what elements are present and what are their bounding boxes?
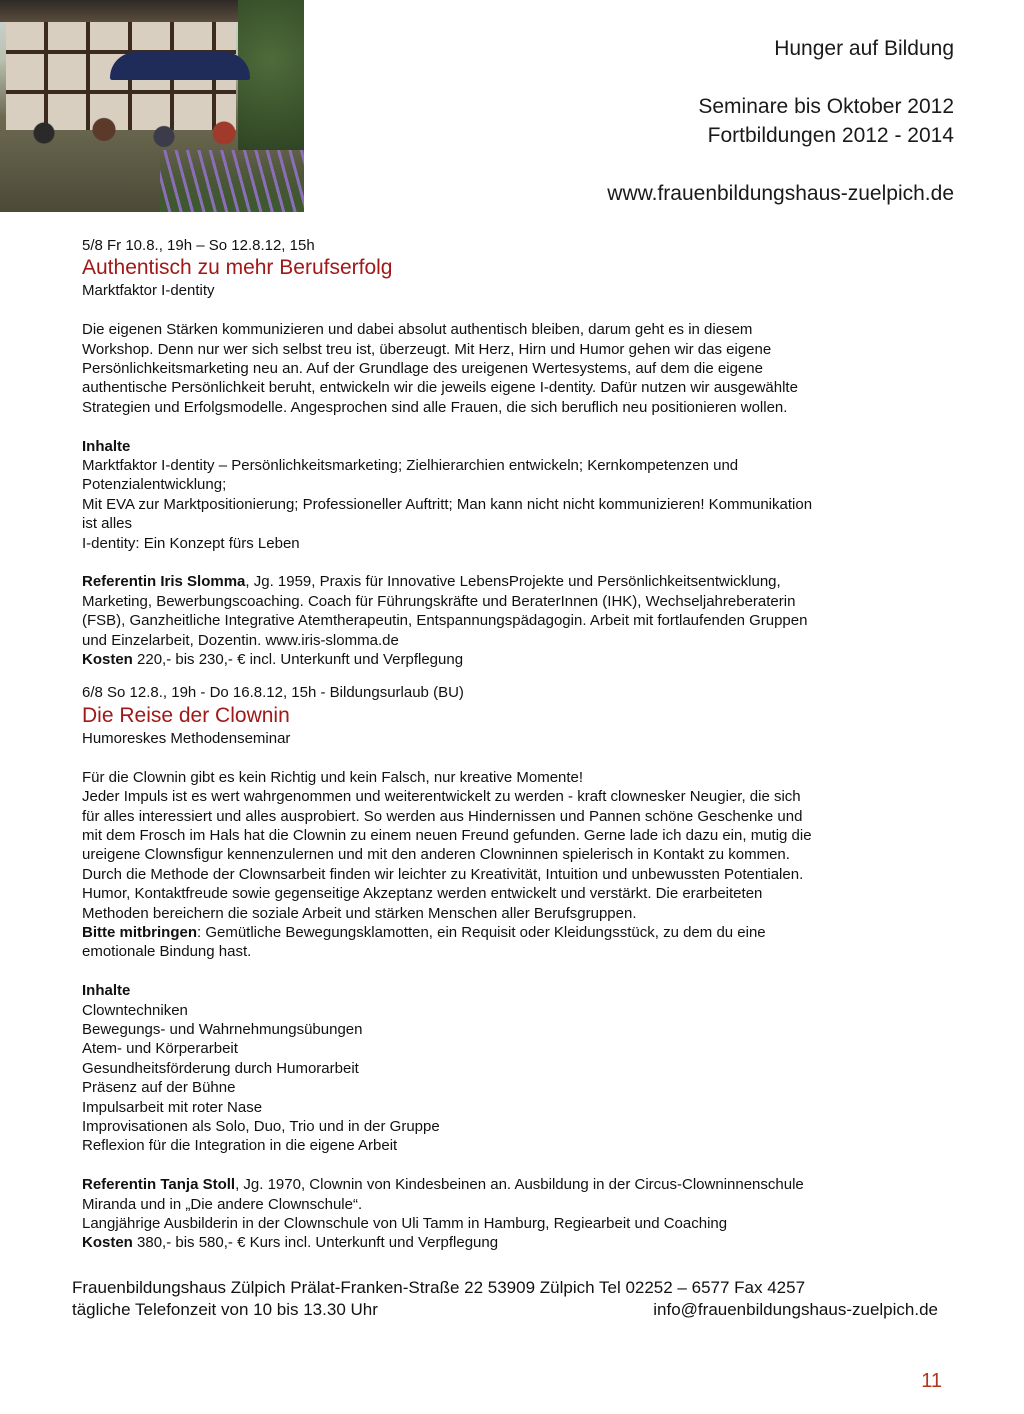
inhalte-line: Clowntechniken: [82, 1001, 188, 1019]
inhalte-line: Gesundheitsförderung durch Humorarbeit: [82, 1059, 359, 1077]
header-title: Hunger auf Bildung: [774, 37, 954, 60]
seminar2-inhalte: [82, 1001, 962, 1156]
mitbringen-text: : Gemütliche Bewegungsklamotten, ein Requisit oder Kleidungsstück, zu dem du eine: [197, 923, 766, 941]
referentin-bio: , Jg. 1970, Clownin von Kindesbeinen an. Ausbildung in der Circus-Clowninnenschule: [235, 1176, 804, 1194]
seminar1-inhalte: [82, 456, 962, 553]
referentin-bio: Marketing, Bewerbungscoaching. Coach für Führungskräfte und BeraterInnen (IHK), Wechseljahreberaterin: [82, 592, 796, 610]
seminar1-date: 5/8 Fr 10.8., 19h – So 12.8.12, 15h: [82, 237, 315, 254]
page-number: 11: [921, 1370, 942, 1392]
description-line: Durch die Methode der Clownsarbeit finden wir leichter zu Kreativität, Intuition und unbewussten Potentialen.: [82, 865, 804, 883]
seminar1-subtitle: Marktfaktor I-dentity: [82, 282, 215, 300]
seminar1-description: [82, 320, 962, 417]
lavender-flowers: [160, 150, 304, 212]
referentin-bio: (FSB), Ganzheitliche Integrative Atemtherapeutin, Entspannungspädagogin. Arbeit mit fortlaufenden Gruppen: [82, 612, 808, 630]
header-fortbildungen: Fortbildungen 2012 - 2014: [707, 124, 954, 147]
description-line: mit dem Frosch im Hals hat die Clownin zu einem neuen Freund gefunden. Gerne lade ich dazu ein, mutig die: [82, 826, 812, 844]
referentin-bio: , Jg. 1959, Praxis für Innovative LebensProjekte und Persönlichkeitsentwicklung,: [245, 573, 781, 591]
header-photo: [0, 0, 304, 212]
seminar1-title: Authentisch zu mehr Berufserfolg: [82, 256, 393, 280]
inhalte-line: Marktfaktor I-dentity – Persönlichkeitsmarketing; Zielhierarchien entwickeln; Kernkompetenzen und: [82, 457, 739, 475]
description-line: Jeder Impuls ist es wert wahrgenommen und weiterentwickelt zu werden - kraft clownesker Neugier, die sich: [82, 788, 801, 806]
mitbringen-text: emotionale Bindung hast.: [82, 943, 252, 961]
description-line: Persönlichkeitsmarketing neu an. Auf der Grundlage des ureigenen Wertesystems, auf dem die eigene: [82, 360, 763, 378]
kosten-value: 220,- bis 230,- € incl. Unterkunft und Verpflegung: [132, 651, 464, 669]
referentin-name: Referentin Tanja Stoll: [82, 1176, 236, 1194]
kosten-label: Kosten: [82, 651, 133, 669]
main-content: [82, 236, 962, 1253]
inhalte-line: Mit EVA zur Marktpositionierung; Professioneller Auftritt; Man kann nicht nicht kommunizieren! Kommunikation: [82, 495, 813, 513]
kosten-value: 380,- bis 580,- € Kurs incl. Unterkunft und Verpflegung: [132, 1234, 499, 1252]
seminar2-date: 6/8 So 12.8., 19h - Do 16.8.12, 15h - Bildungsurlaub (BU): [82, 684, 464, 702]
description-line: Strategien und Erfolgsmodelle. Angesprochen sind alle Frauen, die sich beruflich neu positionieren wollen.: [82, 398, 788, 416]
inhalte-line: Bewegungs- und Wahrnehmungsübungen: [82, 1020, 363, 1038]
description-line: ureigene Clownsfigur kennenzulernen und mit den anderen Clowninnen spielerisch in Kontakt zu kommen.: [82, 846, 790, 864]
description-line: authentische Persönlichkeit beruht, entwickeln wir die jeweils eigene I-dentity. Dafür nutzen wir ausgewählte: [82, 379, 798, 397]
mitbringen-label: Bitte mitbringen: [82, 923, 197, 941]
inhalte-line: Impulsarbeit mit roter Nase: [82, 1098, 263, 1116]
footer-address: Frauenbildungshaus Zülpich Prälat-Franken-Straße 22 53909 Zülpich Tel 02252 – 6577 Fax 4257: [72, 1278, 806, 1297]
referentin-bio: und Einzelarbeit, Dozentin. www.iris-slomma.de: [82, 631, 399, 649]
description-line: Workshop. Denn nur wer sich selbst treu ist, überzeugt. Mit Herz, Hirn und Humor gehen wir das eigene: [82, 340, 772, 358]
description-line: Für die Clownin gibt es kein Richtig und kein Falsch, nur kreative Momente!: [82, 768, 584, 786]
page-footer: [72, 1277, 938, 1321]
seminar1-inhalte-heading: Inhalte: [82, 437, 131, 455]
inhalte-line: Reflexion für die Integration in die eigene Arbeit: [82, 1137, 398, 1155]
seminar2-description: [82, 768, 962, 962]
inhalte-line: Präsenz auf der Bühne: [82, 1079, 236, 1097]
inhalte-line: Improvisationen als Solo, Duo, Trio und in der Gruppe: [82, 1117, 440, 1135]
referentin-name: Referentin Iris Slomma: [82, 573, 246, 591]
seminar2-title: Die Reise der Clownin: [82, 703, 290, 727]
seminar1-referentin: [82, 572, 962, 669]
kosten-label: Kosten: [82, 1234, 133, 1252]
umbrella: [110, 52, 250, 80]
description-line: für alles interessiert und alles ausprobiert. So werden aus Hindernissen und Pannen schöne Geschenke und: [82, 807, 803, 825]
inhalte-line: Potenzialentwicklung;: [82, 476, 227, 494]
inhalte-line: ist alles: [82, 515, 133, 533]
footer-email-link[interactable]: info@frauenbildungshaus-zuelpich.de: [653, 1300, 938, 1319]
seminar2-referentin: [82, 1175, 962, 1253]
header-seminare: Seminare bis Oktober 2012: [698, 95, 954, 118]
seminar2-inhalte-heading: Inhalte: [82, 982, 131, 1000]
referentin-bio: Langjährige Ausbilderin in der Clownschule von Uli Tamm in Hamburg, Regiearbeit und Coaching: [82, 1215, 728, 1232]
description-line: Die eigenen Stärken kommunizieren und dabei absolut authentisch bleiben, darum geht es in diesem: [82, 321, 753, 339]
inhalte-line: I-dentity: Ein Konzept fürs Leben: [82, 534, 300, 552]
inhalte-line: Atem- und Körperarbeit: [82, 1040, 238, 1058]
description-line: Methoden bereichern die soziale Arbeit und stärken Menschen aller Berufsgruppen.: [82, 904, 637, 922]
referentin-bio: Miranda und in „Die andere Clownschule“.: [82, 1195, 363, 1213]
seminar2-subtitle: Humoreskes Methodenseminar: [82, 729, 291, 747]
description-line: Humor, Kontaktfreude sowie gegenseitige Akzeptanz werden entwickelt und verstärkt. Die erarbeiteten: [82, 885, 763, 903]
header-website-link[interactable]: www.frauenbildungshaus-zuelpich.de: [607, 182, 954, 205]
footer-phone-hours: tägliche Telefonzeit von 10 bis 13.30 Uhr: [72, 1300, 378, 1319]
page-header: [434, 34, 954, 208]
